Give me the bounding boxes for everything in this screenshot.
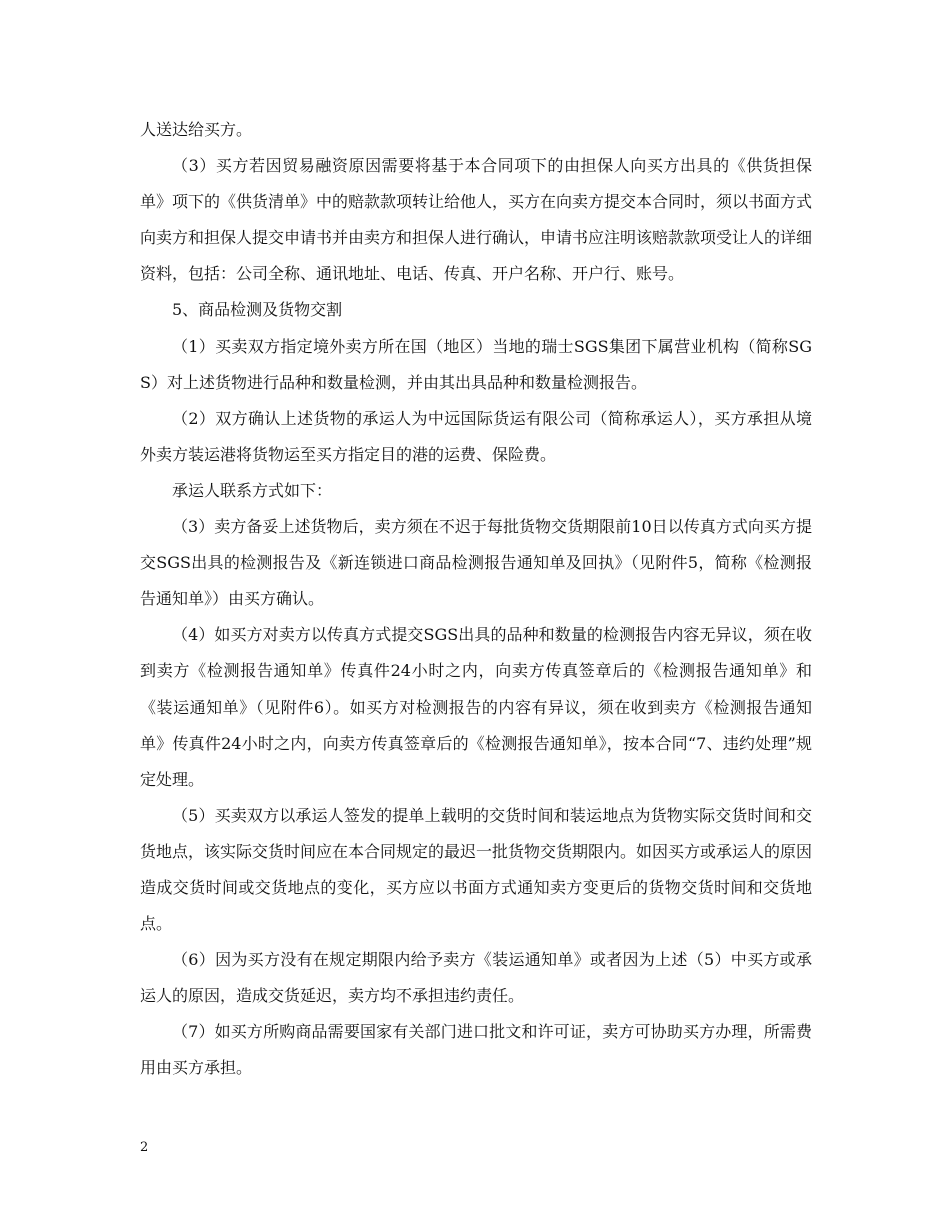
paragraph-clause-5-delivery: （5）买卖双方以承运人签发的提单上载明的交货时间和装运地点为货物实际交货时间和交货地点，该实际交货时间应在本合同规定的最迟一批货物交货期限内。如因买方或承运人的原因造成交货时间或交货地点的变化，买方应以书面方式通知卖方变更后的货物交货时间和交货地点。: [140, 805, 813, 934]
document-body: [140, 112, 812, 1087]
paragraph-clause-4-objection: （4）如买方对卖方以传真方式提交SGS出具的品种和数量的检测报告内容无异议，须在收到卖方《检测报告通知单》传真件24小时之内，向卖方传真签章后的《检测报告通知单》和《装运通知单》（见附件6）。如买方对检测报告的内容有异议，须在收到卖方《检测报告通知单》传真件24小时之内，向卖方传真签章后的《检测报告通知单》，按本合同“7、违约处理”规定处理。: [140, 625, 812, 789]
paragraph-continuation: 人送达给买方。: [140, 120, 253, 139]
paragraph-clause-3-financing: （3）买方若因贸易融资原因需要将基于本合同项下的由担保人向买方出具的《供货担保单》项下的《供货清单》中的赔款款项转让给他人，买方在向卖方提交本合同时，须以书面方式向卖方和担保人提交申请书并由卖方和担保人进行确认，申请书应注明该赔款款项受让人的详细资料，包括：公司全称、通讯地址、电话、传真、开户名称、开户行、账号。: [140, 156, 813, 284]
paragraph-clause-2-carrier: （2）双方确认上述货物的承运人为中远国际货运有限公司（简称承运人），买方承担从境外卖方装运港将货物运至买方指定目的港的运费、保险费。: [140, 408, 812, 464]
section-heading-inspection: 5、商品检测及货物交割: [172, 300, 343, 320]
paragraph-clause-6-delay: （6）因为买方没有在规定期限内给予卖方《装运通知单》或者因为上述（5）中买方或承运人的原因，造成交货延迟，卖方均不承担违约责任。: [140, 950, 812, 1006]
page-number: 2: [140, 1140, 149, 1155]
paragraph-clause-1-sgs: （1）买卖双方指定境外卖方所在国（地区）当地的瑞士SGS集团下属营业机构（简称SGS）对上述货物进行品种和数量检测，并由其出具品种和数量检测报告。: [140, 336, 812, 392]
paragraph-carrier-contact: 承运人联系方式如下：: [172, 480, 333, 500]
paragraph-clause-3-report: （3）卖方备妥上述货物后，卖方须在不迟于每批货物交货期限前10日以传真方式向买方提交SGS出具的检测报告及《新连锁进口商品检测报告通知单及回执》（见附件5，简称《检测报告通知单》）由买方确认。: [140, 517, 812, 609]
paragraph-clause-7-permits: （7）如买方所购商品需要国家有关部门进口批文和许可证，卖方可协助买方办理，所需费用由买方承担。: [140, 1022, 812, 1078]
